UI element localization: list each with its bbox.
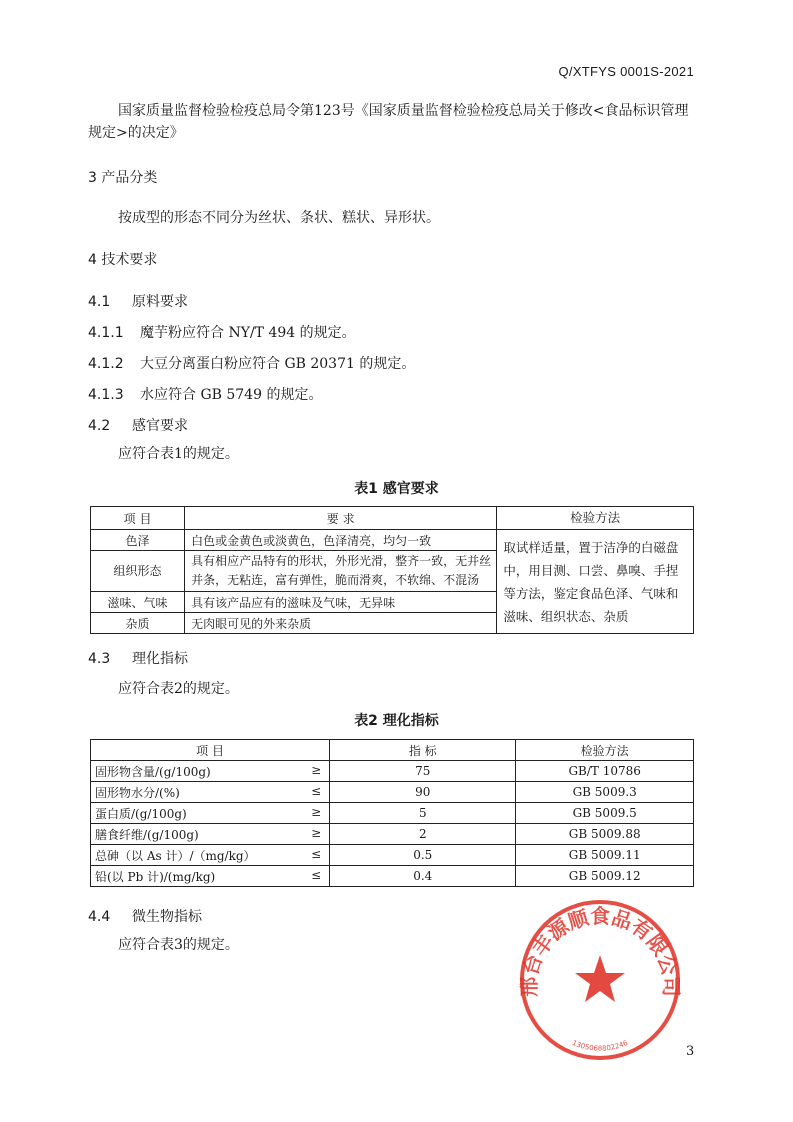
row-item xyxy=(91,782,330,803)
company-seal-icon xyxy=(517,897,683,1063)
seal-star-icon xyxy=(575,955,625,1002)
page-number: 3 xyxy=(686,1044,695,1059)
section-4-2-heading xyxy=(88,415,188,435)
header-method: 检验方法 xyxy=(497,507,694,530)
section-4-4-text: 应符合表3的规定。 xyxy=(118,937,239,953)
header-item: 项 目 xyxy=(91,740,330,761)
comparison-symbol: ≤ xyxy=(311,846,322,861)
section-3-heading: 3 产品分类 xyxy=(88,170,158,186)
section-number: 4.4 xyxy=(88,909,111,925)
comparison-symbol: ≤ xyxy=(311,783,322,798)
sensory-requirements-table xyxy=(90,506,694,634)
table-1-caption: 表1 感官要求 xyxy=(354,481,439,497)
row-item-label: 膳食纤维/(g/100g) xyxy=(95,827,199,842)
row-requirement: 具有相应产品特有的形状，外形光滑，整齐一致，无并丝并条，无粘连，富有弹性，脆而滑爽，不软绵、不混汤 xyxy=(185,551,497,592)
row-item xyxy=(91,803,330,824)
clause-text: 魔芋粉应符合 NY/T 494 的规定。 xyxy=(140,325,356,341)
section-4-4-heading xyxy=(88,906,202,926)
row-value: 90 xyxy=(330,782,516,803)
section-number: 4.3 xyxy=(88,651,111,667)
table-row xyxy=(91,845,694,866)
section-title: 感官要求 xyxy=(132,418,188,434)
comparison-symbol: ≥ xyxy=(311,804,322,819)
row-method: GB 5009.11 xyxy=(516,845,694,866)
table-header-row xyxy=(91,507,694,530)
row-item-label: 固形物含量/(g/100g) xyxy=(95,764,211,779)
row-value: 0.5 xyxy=(330,845,516,866)
section-3-text: 按成型的形态不同分为丝状、条状、糕状、异形状。 xyxy=(118,210,440,226)
section-title: 微生物指标 xyxy=(132,909,202,925)
clause-number: 4.1.2 xyxy=(88,356,124,372)
row-method: GB 5009.12 xyxy=(516,866,694,887)
row-item xyxy=(91,824,330,845)
section-4-3-text: 应符合表2的规定。 xyxy=(118,681,239,697)
table-row xyxy=(91,803,694,824)
section-title: 原料要求 xyxy=(132,294,188,310)
table-row xyxy=(91,866,694,887)
row-requirement: 具有该产品应有的滋味及气味，无异味 xyxy=(185,592,497,613)
comparison-symbol: ≥ xyxy=(311,762,322,777)
row-item-label: 固形物水分/(%) xyxy=(95,785,180,800)
section-number: 4.2 xyxy=(88,418,111,434)
row-value: 0.4 xyxy=(330,866,516,887)
seal-company-name: 邢台丰源顺食品有限公司 xyxy=(517,904,683,997)
clause-4-1-3 xyxy=(88,384,322,404)
row-value: 75 xyxy=(330,761,516,782)
seal-number: 1305068802246 xyxy=(571,1038,629,1053)
section-4-3-heading xyxy=(88,648,188,668)
header-value: 指 标 xyxy=(330,740,516,761)
table-row xyxy=(91,761,694,782)
section-4-2-text: 应符合表1的规定。 xyxy=(118,446,239,462)
row-method: GB 5009.3 xyxy=(516,782,694,803)
section-number: 4.1 xyxy=(88,294,111,310)
header-item: 项 目 xyxy=(91,507,185,530)
header-method: 检验方法 xyxy=(516,740,694,761)
table-2-caption: 表2 理化指标 xyxy=(354,713,439,729)
table-header-row xyxy=(91,740,694,761)
row-item xyxy=(91,845,330,866)
row-item: 滋味、气味 xyxy=(91,592,185,613)
row-item-label: 总砷（以 As 计）/（mg/kg） xyxy=(95,848,256,863)
row-method: GB 5009.88 xyxy=(516,824,694,845)
comparison-symbol: ≥ xyxy=(311,825,322,840)
physicochemical-table xyxy=(90,739,694,887)
row-method: GB/T 10786 xyxy=(516,761,694,782)
section-title: 理化指标 xyxy=(132,651,188,667)
header-requirement: 要 求 xyxy=(185,507,497,530)
row-item-label: 蛋白质/(g/100g) xyxy=(95,806,187,821)
row-method: GB 5009.5 xyxy=(516,803,694,824)
row-value: 5 xyxy=(330,803,516,824)
table-row xyxy=(91,824,694,845)
standard-code: Q/XTFYS 0001S-2021 xyxy=(558,64,694,79)
row-item xyxy=(91,761,330,782)
clause-number: 4.1.3 xyxy=(88,387,124,403)
clause-4-1-1 xyxy=(88,322,356,342)
row-item-label: 铅(以 Pb 计)/(mg/kg) xyxy=(95,869,216,884)
clause-number: 4.1.1 xyxy=(88,325,124,341)
intro-paragraph: 国家质量监督检验检疫总局令第123号《国家质量监督检验检疫总局关于修改<食品标识管理规定>的决定》 xyxy=(88,103,689,141)
table-row xyxy=(91,530,694,551)
row-value: 2 xyxy=(330,824,516,845)
row-item: 组织形态 xyxy=(91,551,185,592)
row-item: 杂质 xyxy=(91,613,185,634)
section-4-heading: 4 技术要求 xyxy=(88,252,158,268)
clause-text: 水应符合 GB 5749 的规定。 xyxy=(140,387,323,403)
section-4-1-heading xyxy=(88,291,188,311)
row-item: 色泽 xyxy=(91,530,185,551)
table-row xyxy=(91,782,694,803)
row-requirement: 白色或金黄色或淡黄色，色泽清亮，均匀一致 xyxy=(185,530,497,551)
row-requirement: 无肉眼可见的外来杂质 xyxy=(185,613,497,634)
sensory-test-method: 取试样适量，置于洁净的白磁盘中，用目测、口尝、鼻嗅、手捏等方法，鉴定食品色泽、气味和滋味、组织状态、杂质 xyxy=(497,530,694,634)
clause-4-1-2 xyxy=(88,353,415,373)
row-item xyxy=(91,866,330,887)
comparison-symbol: ≤ xyxy=(311,867,322,882)
clause-text: 大豆分离蛋白粉应符合 GB 20371 的规定。 xyxy=(140,356,416,372)
